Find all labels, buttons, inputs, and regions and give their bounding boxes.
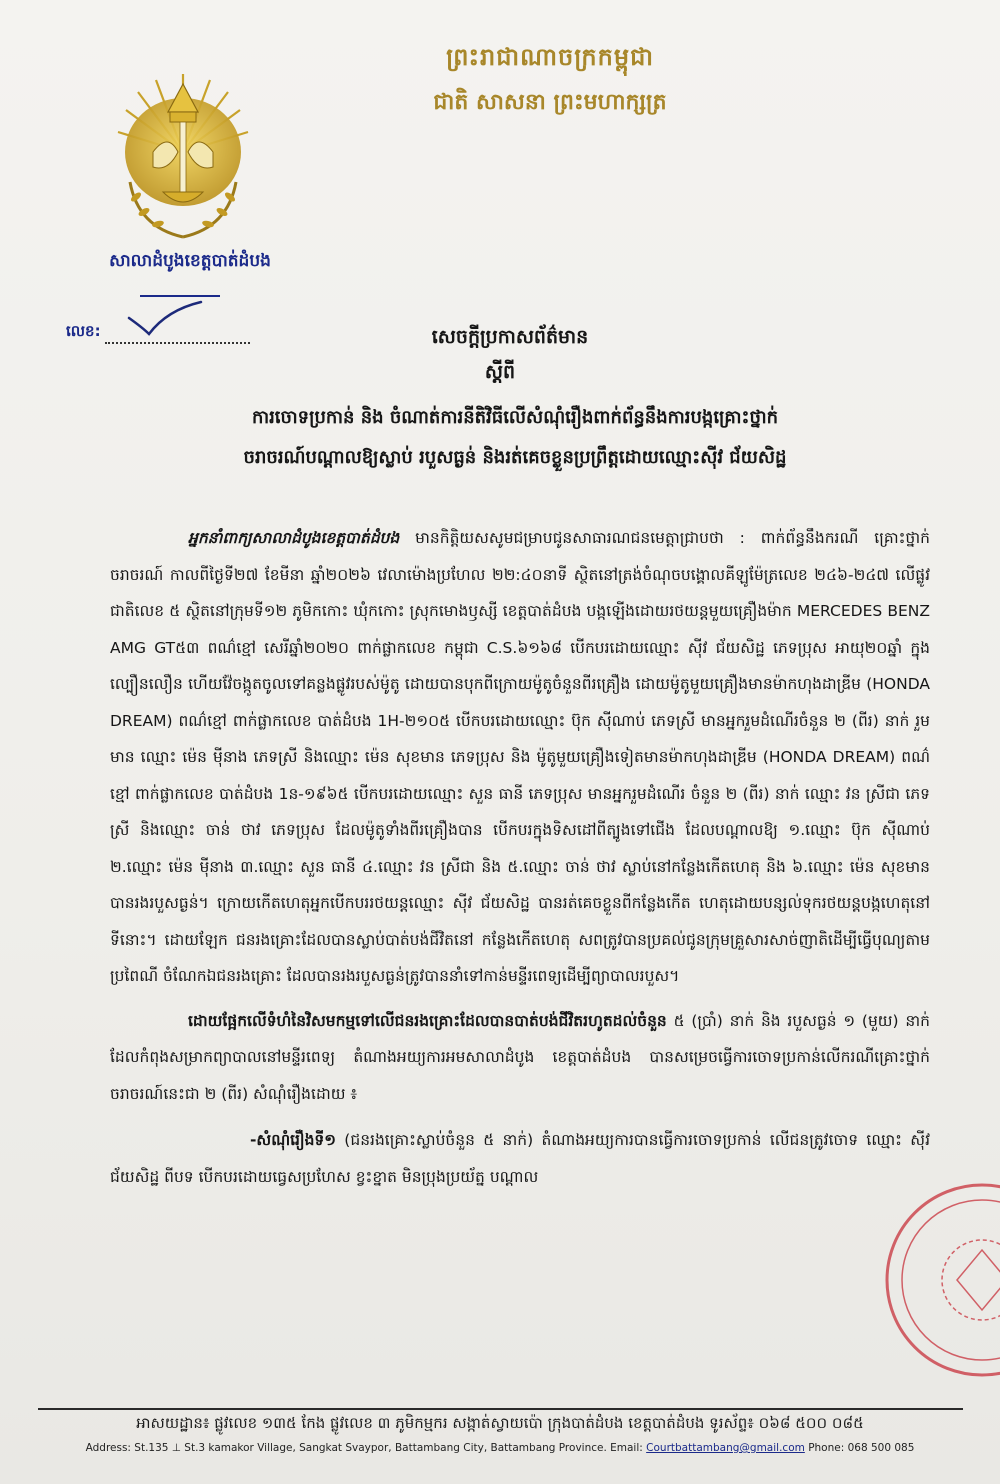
document-title-sub: ស្តីពី [484,361,516,383]
footer-divider [38,1408,963,1410]
footer-phone: Phone: 068 500 085 [808,1442,915,1454]
footer-email-link[interactable]: Courtbattambang@gmail.com [646,1442,805,1454]
paragraph-2-lead: ដោយផ្អែកលើទំហំនៃវិសមកម្មទៅលើជនរងគ្រោះដែលបានបាត់បង់ជីវិតរហូតដល់ចំនួន [188,1011,667,1030]
official-seal-icon [862,1160,1000,1410]
checkmark-icon [125,298,205,338]
paragraph-1-text: មានកិត្តិយសសូមជម្រាបជូនសាធារណជនមេត្តាជ្រាបថា : ពាក់ព័ន្ធនឹងករណី គ្រោះថ្នាក់ចរាចរណ៍ កាលពីថ្ងៃទី២៧ ខែមីនា ឆ្នាំ២០២៦ វេលាម៉ោងប្រហែល ២២:៤០នាទី ស្ថិតនៅត្រង់ចំណុចបង្គោលគីឡូម៉ែត្រលេខ ២៤៦-២៤៧ លើផ្លូវជាតិលេខ ៥ ស្ថិតនៅក្រុមទី១២ ភូមិកកោះ ឃុំកកោះ ស្រុកមោងឫស្សី ខេត្តបាត់ដំបង បង្កឡើងដោយរថយន្តមួយគ្រឿងម៉ាក MERCEDES BENZ AMG GT៥៣ ពណ៌ខ្មៅ សេរីឆ្នាំ២០២០ ពាក់ផ្លាកលេខ កម្ពុជា C.S.៦១៦៨ បើកបរដោយឈ្មោះ ស៊ីវ ជ័យសិដ្ឋ ភេទប្រុស អាយុ២០ឆ្នាំ ក្នុងល្បឿនលឿន ហើយវ៉ែចង្កូតចូលទៅគន្លងផ្លូវរបស់ម៉ូតូ ដោយបានបុកពីក្រោយម៉ូតូចំនួនពីរគ្រឿង ដោយម៉ូតូមួយគ្រឿងមានម៉ាកហុងដាឌ្រីម (HONDA DREAM) ពណ៌ខ្មៅ ពាក់ផ្លាកលេខ បាត់ដំបង 1H-២១០៥ បើកបរដោយឈ្មោះ ប៊ុក ស៊ីណាប់ ភេទស្រី មានអ្នករួមដំណើរចំនួន ២ (ពីរ) នាក់ រួមមាន ឈ្មោះ ម៉េន ម៉ីនាង ភេទស្រី និងឈ្មោះ ម៉េន សុខមាន ភេទប្រុស និង ម៉ូតូមួយគ្រឿងទៀតមានម៉ាកហុងដាឌ្រីម (HONDA DREAM) ពណ៌ខ្មៅ ពាក់ផ្លាកលេខ បាត់ដំបង 1ន-១៩៦៥ បើកបរដោយឈ្មោះ សួន ធានី ភេទប្រុស មានអ្នករួមដំណើរ ចំនួន ២ (ពីរ) នាក់ ឈ្មោះ វន ស្រីជា ភេទស្រី និងឈ្មោះ ចាន់ ថាវ ភេទប្រុស ដែលម៉ូតូទាំងពីរគ្រឿងបាន បើកបរក្នុងទិសដៅពីត្បូងទៅជើង ដែលបណ្តាលឱ្យ ១.ឈ្មោះ ប៊ុក ស៊ីណាប់ ២.ឈ្មោះ ម៉េន ម៉ីនាង ៣.ឈ្មោះ សួន ធានី ៤.ឈ្មោះ វន ស្រីជា និង ៥.ឈ្មោះ ចាន់ ថាវ ស្លាប់នៅកន្លែងកើតហេតុ និង ៦.ឈ្មោះ ម៉េន សុខមាន បានរងរបួសធ្ងន់។ ក្រោយកើតហេតុអ្នកបើកបររថយន្តឈ្មោះ ស៊ីវ ជ័យសិដ្ឋ បានរត់គេចខ្លួនពីកន្លែងកើត ហេតុដោយបន្សល់ទុករថយន្តបង្កហេតុនៅទីនោះ។ ដោយឡែក ជនរងគ្រោះដែលបានស្លាប់បាត់បង់ជីវិតនៅ កន្លែងកើតហេតុ សពត្រូវបានប្រគល់ជូនក្រុមគ្រួសារសាច់ញាតិដើម្បីធ្វើបុណ្យតាមប្រពៃណី ចំណែកឯជនរងគ្រោះ ដែលបានរងរបួសធ្ងន់ត្រូវបាននាំទៅកាន់មន្ទីរពេទ្យដើម្បីព្យាបាលរបួស។ [110,529,930,985]
document-subject [100,398,930,478]
paragraph-1 [110,520,930,995]
paragraph-1-lead: អ្នកនាំពាក្យសាលាដំបូងខេត្តបាត់ដំបង [188,529,400,547]
footer-address-en-text: Address: St.135 ⊥ St.3 kamakor Village, Sangkat Svaypor, Battambang City, Battambang Province. Email: [85,1442,643,1454]
paragraph-3-text: (ជនរងគ្រោះស្លាប់ចំនួន ៥ នាក់) តំណាងអយ្យការបានធ្វើការចោទប្រកាន់ លើជនត្រូវចោទ ឈ្មោះ ស៊ីវ ជ័យសិដ្ឋ ពីបទ បើកបរដោយធ្វេសប្រហែស ខ្វះខ្នាត មិនប្រុងប្រយ័ត្ន បណ្តាល [110,1131,930,1186]
paragraph-3-lead: -សំណុំរឿងទី១ [250,1131,336,1149]
footer-address-english [40,1442,960,1454]
subject-line-1: ការចោទប្រកាន់ និង ចំណាត់ការនីតិវិធីលើសំណុំរឿងពាក់ព័ន្ធនឹងការបង្កគ្រោះថ្នាក់ [251,407,779,428]
footer-address-khmer: អាសយដ្ឋាន៖ ផ្លូវលេខ ១៣៥ កែង ផ្លូវលេខ ៣ ភូមិកម្មករ សង្កាត់ស្វាយប៉ោ ក្រុងបាត់ដំបង ខេត្តបាត់ដំបង ទូរស័ព្ទ៖ ០៦៨ ៥០០ ០៨៥ [136,1414,864,1432]
paragraph-2-text: ៥ (ប្រាំ) នាក់ និង របួសធ្ងន់ ១ (មួយ) នាក់ ដែលកំពុងសម្រាកព្យាបាលនៅមន្ទីរពេទ្យ តំណាងអយ្យការអមសាលាដំបូង ខេត្តបាត់ដំបង បានសម្រេចធ្វើការចោទប្រកាន់លើករណីគ្រោះថ្នាក់ចរាចរណ៍នេះជា ២ (ពីរ) សំណុំរឿងដោយ ៖ [110,1011,930,1103]
document-title: សេចក្តីប្រកាសព័ត៌មាន [431,326,589,348]
royal-emblem-icon [108,72,258,252]
document-body [110,520,930,1195]
paragraph-2 [110,1003,930,1113]
paragraph-3 [110,1122,930,1195]
reference-dots [105,342,250,344]
kingdom-heading: ព្រះរាជាណាចក្រកម្ពុជា [446,42,654,71]
court-name: សាលាដំបូងខេត្តបាត់ដំបង [109,251,271,271]
subject-line-2: ចរាចរណ៍បណ្តាលឱ្យស្លាប់ របួសធ្ងន់ និងរត់គេចខ្លួនប្រព្រឹត្តដោយឈ្មោះស៊ីវ ជ័យសិដ្ឋ [243,447,787,468]
motto-heading: ជាតិ សាសនា ព្រះមហាក្សត្រ [433,89,667,115]
court-name-underline [140,295,220,297]
reference-label: លេខ: [66,322,101,340]
